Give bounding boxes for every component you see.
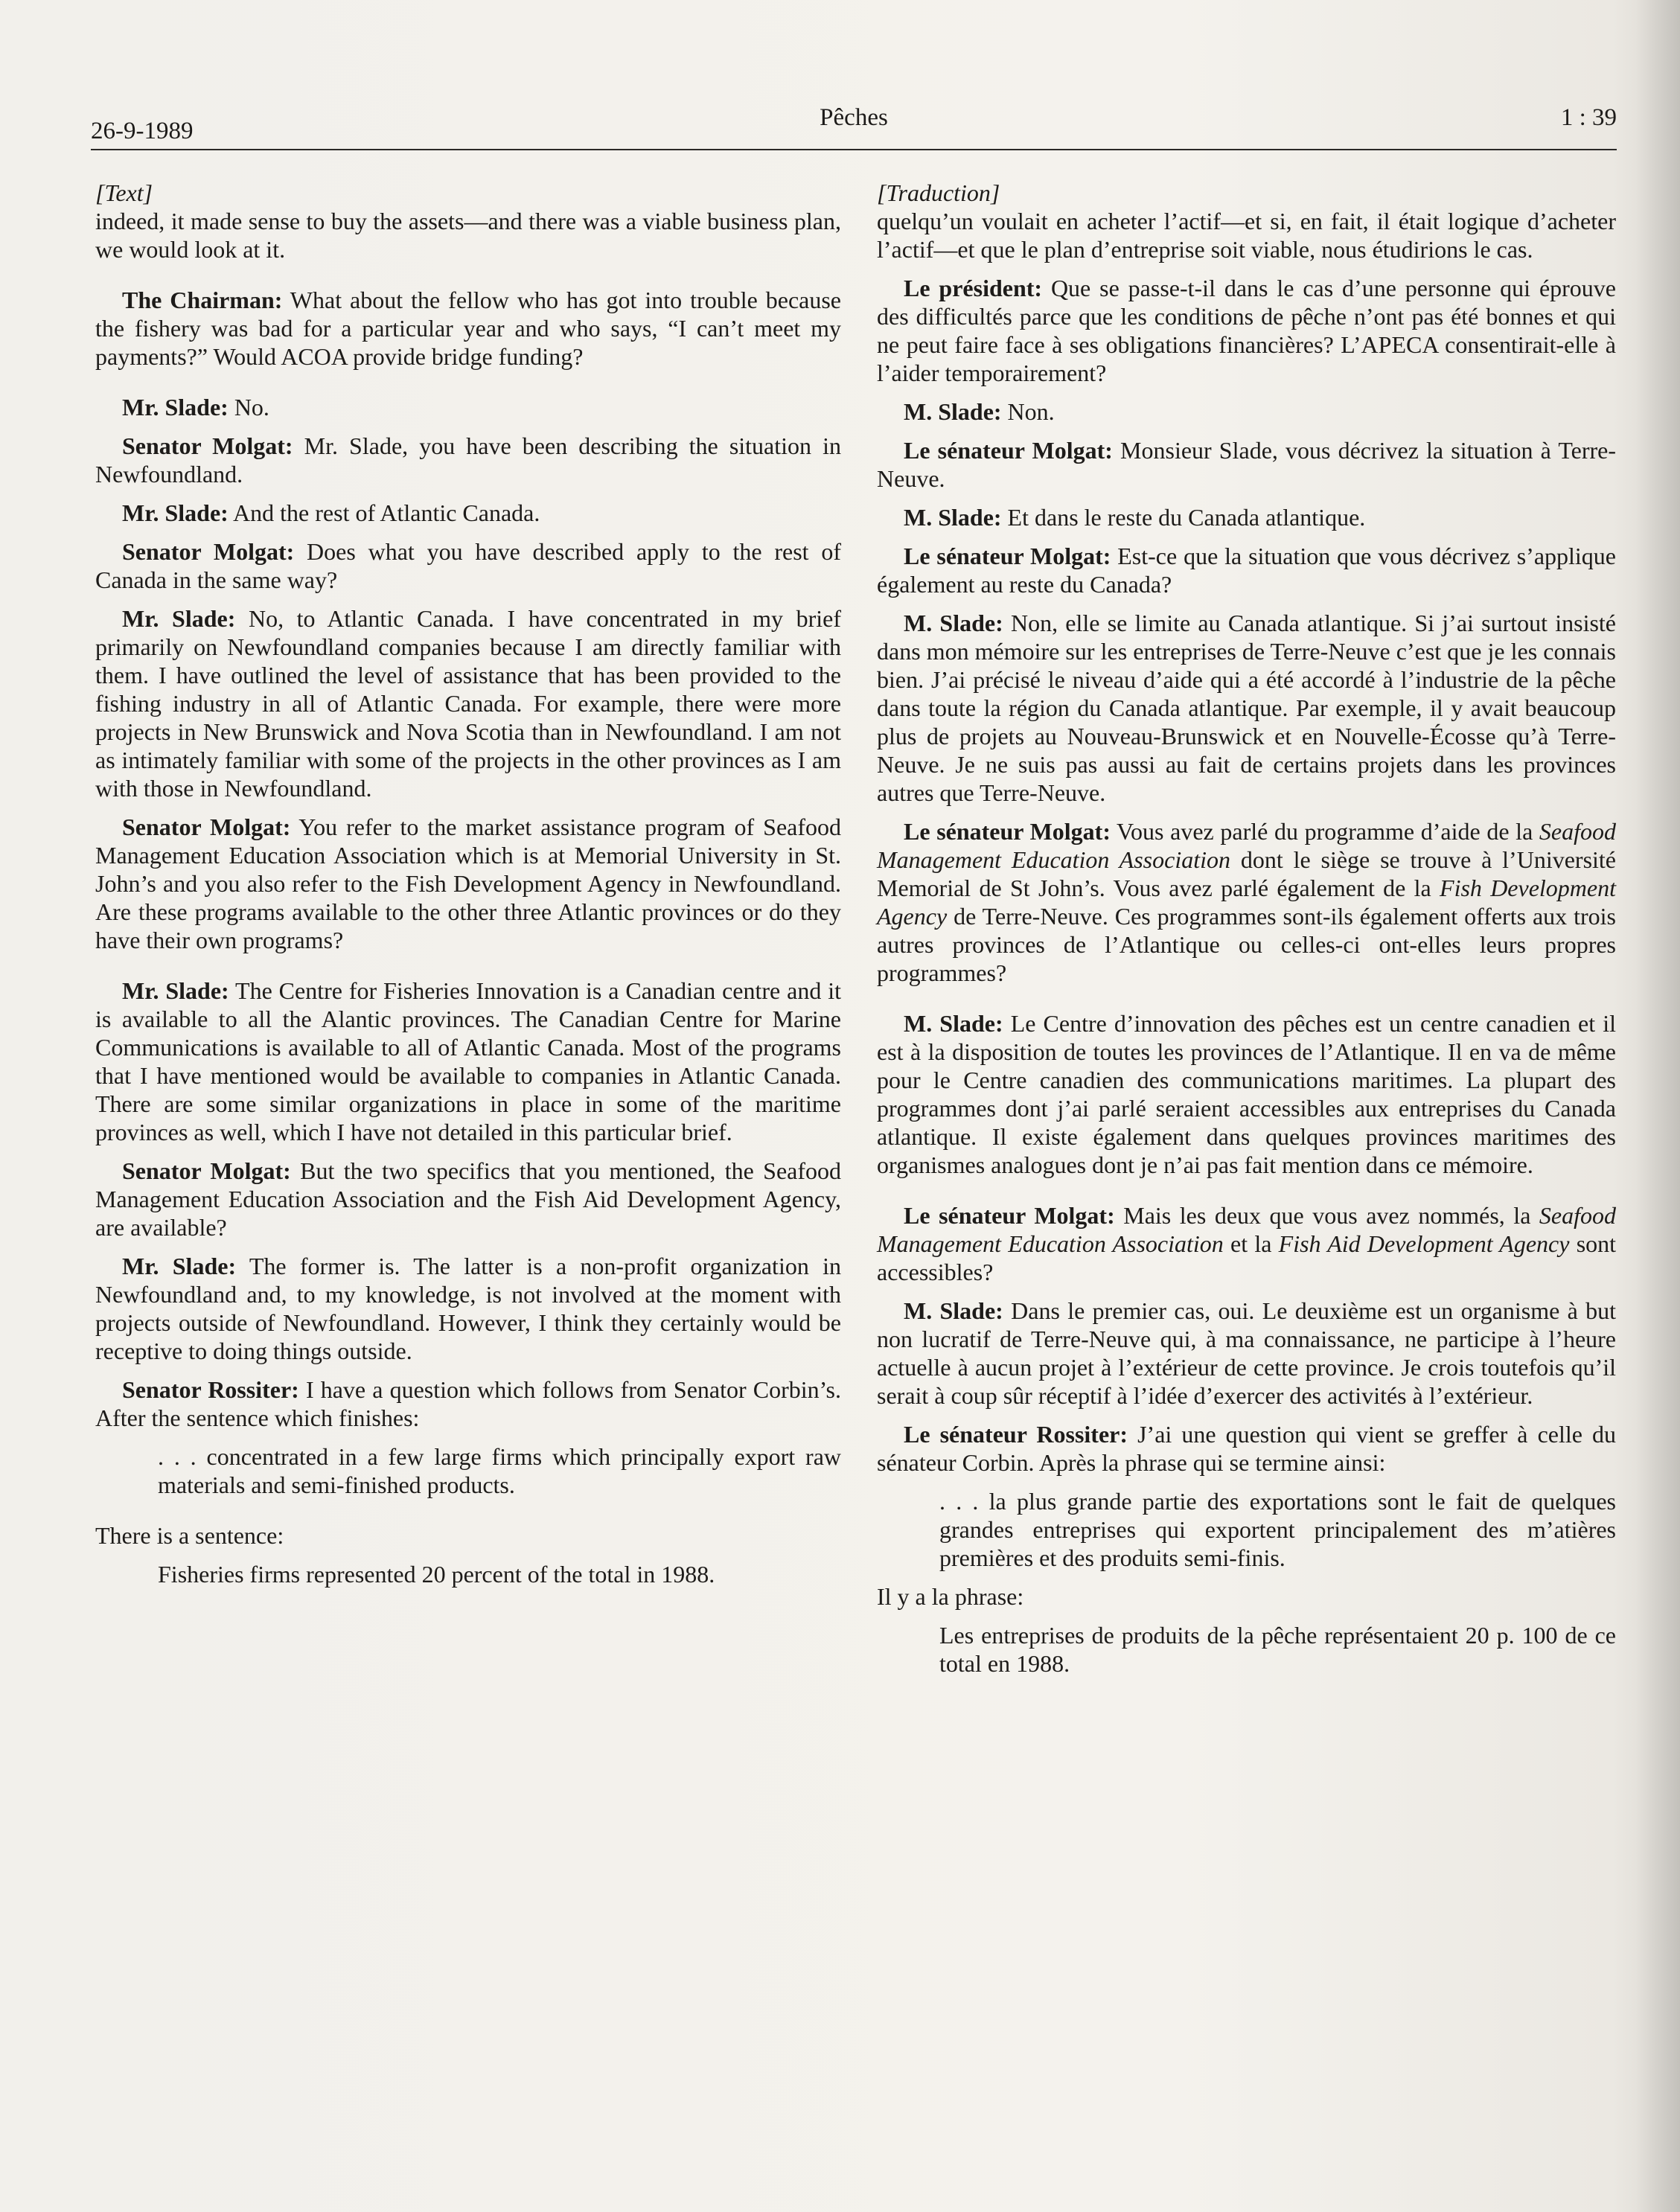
paragraph: quelqu’un voulait en acheter l’actif—et si, en fait, il était logique d’acheter l’actif—et que le plan d’entreprise soit viable, nous étudirions le cas.: [877, 208, 1616, 263]
speaker-name: M. Slade:: [904, 1297, 1003, 1324]
speech-text: Non.: [1001, 398, 1055, 425]
speech-text: Est-ce que la situation que vous décrivez s’applique également au reste du Canada?: [877, 543, 1617, 598]
paragraph: [95, 813, 841, 954]
paragraph: [95, 604, 841, 802]
paragraph: [95, 1375, 841, 1432]
speech-text: I have a question which follows from Senator Corbin’s. After the sentence which finishes:: [95, 1376, 842, 1431]
speaker-name: Le sénateur Rossiter:: [904, 1421, 1128, 1448]
speech-text: sont accessibles?: [877, 1230, 1617, 1285]
paragraph: [877, 1420, 1616, 1477]
speaker-name: M. Slade:: [904, 610, 1003, 636]
speech-text: The Centre for Fisheries Innovation is a Canadian centre and it is available to all the Alantic provinces. The Canadian Centre for Marine Communications is available to all of Atlantic Canada. Most of the programs that I have mentioned would be available to companies in Atlantic Canada. There are some similar organizations in place in some of the maritime provinces as well, which I have not detailed in this particular brief.: [95, 977, 841, 1145]
paragraph: [877, 609, 1616, 807]
page-edge-shadow: [1635, 0, 1680, 2212]
speaker-name: Mr. Slade:: [122, 605, 236, 632]
header-rule: [91, 149, 1617, 150]
speech-text: No.: [228, 394, 269, 421]
paragraph: [877, 1297, 1616, 1410]
speaker-name: Senator Rossiter:: [122, 1376, 299, 1403]
speech-text: The former is. The latter is a non-profit organization in Newfoundland and, to my knowledge, is not involved at the moment with projects outside of Newfoundland. However, I think they certainly would be receptive to doing things outside.: [95, 1253, 842, 1364]
speech-text: J’ai une question qui vient se greffer à celle du sénateur Corbin. Après la phrase qui se termine ainsi:: [877, 1421, 1617, 1476]
paragraph: [877, 1009, 1616, 1179]
paragraph: indeed, it made sense to buy the assets—and there was a viable business plan, we would look at it.: [95, 208, 841, 263]
block-quote: Les entreprises de produits de la pêche représentaient 20 p. 100 de ce total en 1988.: [939, 1622, 1616, 1677]
speaker-name: M. Slade:: [904, 504, 1002, 531]
organization-name: Fish Aid Development Agency: [1278, 1230, 1570, 1257]
paragraph: [95, 1157, 841, 1241]
speaker-name: Le sénateur Molgat:: [904, 437, 1113, 464]
paragraph: [877, 542, 1616, 598]
paragraph: [95, 286, 841, 371]
speaker-name: M. Slade:: [904, 1010, 1003, 1037]
speech-text: Monsieur Slade, vous décrivez la situation à Terre-Neuve.: [877, 437, 1617, 492]
speaker-name: Senator Molgat:: [122, 813, 291, 840]
speech-text: Le Centre d’innovation des pêches est un centre canadien et il est à la disposition de toutes les provinces de l’Atlantique. Il en va de même pour le Centre canadien des communications maritimes. La plupart des programmes dont j’ai parlé seraient accessibles aux entreprises du Canada atlantique. Il existe également dans quelques provinces maritimes des organismes analogues dont je n’ai pas fait mention dans ce mémoire.: [877, 1010, 1617, 1178]
organization-name: Seafood Management Education Association: [877, 818, 1616, 873]
header-page-number: 1 : 39: [1560, 104, 1617, 131]
paragraph: [877, 1201, 1616, 1286]
paragraph: [877, 503, 1616, 531]
speaker-name: The Chairman:: [122, 287, 283, 313]
speech-text: You refer to the market assistance program of Seafood Management Education Association which is at Memorial University in St. John’s and you also refer to the Fish Development Agency in Newfoundland. Are these programs available to the other three Atlantic provinces or do they have their own programs?: [95, 813, 842, 953]
paragraph: [95, 393, 841, 421]
speaker-name: Senator Molgat:: [122, 1157, 291, 1184]
speech-text: But the two specifics that you mentioned, the Seafood Management Education Association and the Fish Aid Development Agency, are available?: [95, 1157, 842, 1241]
paragraph: [877, 274, 1616, 387]
header-title: Pêches: [820, 104, 888, 131]
paragraph: There is a sentence:: [95, 1522, 284, 1549]
speaker-name: Mr. Slade:: [122, 499, 229, 526]
paragraph: [95, 499, 841, 527]
speech-text: What about the fellow who has got into trouble because the fishery was bad for a particular year and who says, “I can’t meet my payments?” Would ACOA provide bridge funding?: [95, 287, 842, 370]
speech-text: And the rest of Atlantic Canada.: [228, 499, 540, 526]
paragraph: [95, 432, 841, 488]
paragraph: [877, 436, 1616, 493]
organization-name: Seafood Management Education Association: [877, 1202, 1616, 1257]
speech-text: Et dans le reste du Canada atlantique.: [1001, 504, 1366, 531]
block-quote: Fisheries firms represented 20 percent of the total in 1988.: [158, 1561, 715, 1588]
speech-text: et la: [1223, 1230, 1279, 1257]
speaker-name: Senator Molgat:: [122, 432, 293, 459]
paragraph: [877, 817, 1616, 987]
paragraph: [877, 397, 1616, 426]
organization-name: Fish Development Agency: [877, 875, 1617, 930]
block-quote: . . . la plus grande partie des exportations sont le fait de quelques grandes entreprises qui exportent principalement des m’atières premières et des produits semi-finis.: [939, 1488, 1616, 1571]
paragraph: [95, 537, 841, 594]
speaker-name: Le président:: [904, 275, 1043, 301]
french-column: [877, 179, 1616, 1688]
speech-text: Does what you have described apply to the rest of Canada in the same way?: [95, 538, 841, 593]
speaker-name: Le sénateur Molgat:: [904, 543, 1111, 569]
speech-text: Dans le premier cas, oui. Le deuxième est un organisme à but non lucratif de Terre-Neuve qui, à ma connaissance, ne participe à l’heure actuelle à aucun projet à l’extérieur de cette province. Je crois toutefois qu’il serait à coup sûr réceptif à l’idée d’exercer des activités à l’extérieur.: [877, 1297, 1617, 1409]
speaker-name: Mr. Slade:: [122, 977, 229, 1004]
paragraph: [95, 1252, 841, 1365]
column-marker: [Traduction]: [877, 179, 1000, 206]
speaker-name: Senator Molgat:: [122, 538, 295, 565]
speaker-name: Mr. Slade:: [122, 1253, 237, 1279]
paragraph: Il y a la phrase:: [877, 1583, 1024, 1610]
speech-text: dont le siège se trouve à l’Université Memorial de St John’s. Vous avez parlé également de la: [877, 846, 1617, 901]
speech-text: No, to Atlantic Canada. I have concentrated in my brief primarily on Newfoundland companies because I am directly familiar with them. I have outlined the level of assistance that has been provided to the fishing industry in all of Atlantic Canada. For example, there were more projects in New Brunswick and Nova Scotia than in Newfoundland. I am not as intimately familiar with some of the projects in the other provinces as I am with those in Newfoundland.: [95, 605, 842, 802]
speaker-name: M. Slade:: [904, 398, 1002, 425]
speaker-name: Le sénateur Molgat:: [904, 1202, 1115, 1229]
speaker-name: Mr. Slade:: [122, 394, 229, 421]
header-date: 26-9-1989: [91, 118, 194, 144]
speaker-name: Le sénateur Molgat:: [904, 818, 1111, 845]
speech-text: Vous avez parlé du programme d’aide de la: [1110, 818, 1539, 845]
column-marker: [Text]: [95, 179, 153, 206]
speech-text: Non, elle se limite au Canada atlantique. Si j’ai surtout insisté dans mon mémoire sur les entreprises de Terre-Neuve c’est que je les connais bien. J’ai précisé le niveau d’aide qui a été accordé à l’industrie de la pêche dans toute la région du Canada atlantique. Par exemple, il y avait beaucoup plus de projets au Nouveau-Brunswick et en Nouvelle-Écosse qu’à Terre-Neuve. Je ne suis pas aussi au fait de certains projets dans les provinces autres que Terre-Neuve.: [877, 610, 1617, 806]
speech-text: Mais les deux que vous avez nommés, la: [1114, 1202, 1539, 1229]
speech-text: Mr. Slade, you have been describing the situation in Newfoundland.: [95, 432, 842, 488]
paragraph: [95, 976, 841, 1146]
block-quote: . . . concentrated in a few large firms which principally export raw materials and semi-finished products.: [158, 1443, 841, 1498]
english-column: [95, 179, 841, 1599]
speech-text: de Terre-Neuve. Ces programmes sont-ils également offerts aux trois autres provinces de l’Atlantique ou celles-ci ont-elles leurs propres programmes?: [877, 903, 1616, 986]
speech-text: Que se passe-t-il dans le cas d’une personne qui éprouve des difficultés parce que les conditions de pêche n’ont pas été bonnes et qui ne peut faire face à ses obligations financières? L’APECA consentirait-elle à l’aider temporairement?: [877, 275, 1617, 386]
page-header: [91, 104, 1617, 149]
